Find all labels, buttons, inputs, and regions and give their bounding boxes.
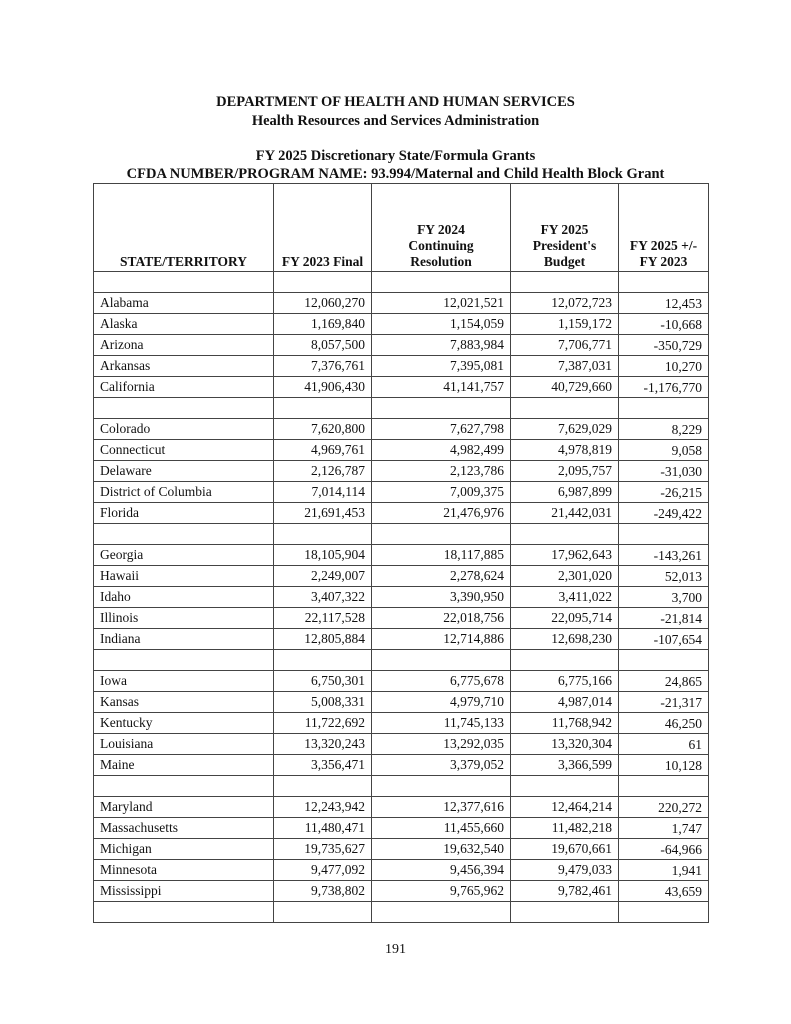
fy2024-cell: 21,476,976 (372, 503, 511, 524)
fy2025-cell: 1,159,172 (511, 314, 619, 335)
diff-cell: 52,013 (619, 566, 709, 587)
state-cell: Indiana (94, 629, 274, 650)
fy2025-cell: 3,366,599 (511, 755, 619, 776)
spacer-row (94, 272, 709, 293)
fy2025-cell: 12,464,214 (511, 797, 619, 818)
agency-heading: Health Resources and Services Administration (251, 113, 540, 129)
table-row (94, 818, 709, 839)
table-row (94, 314, 709, 335)
fy2024-cell: 2,278,624 (372, 566, 511, 587)
fy2024-cell: 12,377,616 (372, 797, 511, 818)
table-row (94, 503, 709, 524)
diff-cell: -1,176,770 (619, 377, 709, 398)
fy2025-cell: 4,978,819 (511, 440, 619, 461)
fy2023-cell: 22,117,528 (274, 608, 372, 629)
table-row (94, 293, 709, 314)
empty-cell (274, 902, 372, 923)
table-row (94, 566, 709, 587)
diff-cell: 10,128 (619, 755, 709, 776)
column-header-diff: FY 2025 +/- FY 2023 (619, 184, 709, 272)
fy2025-cell: 9,479,033 (511, 860, 619, 881)
table-row (94, 860, 709, 881)
empty-cell (619, 650, 709, 671)
fy2024-cell: 11,745,133 (372, 713, 511, 734)
department-heading: DEPARTMENT OF HEALTH AND HUMAN SERVICES (216, 94, 575, 110)
fy2023-cell: 8,057,500 (274, 335, 372, 356)
empty-cell (94, 902, 274, 923)
state-cell: Florida (94, 503, 274, 524)
state-cell: Mississippi (94, 881, 274, 902)
fy2025-cell: 4,987,014 (511, 692, 619, 713)
fy2025-cell: 40,729,660 (511, 377, 619, 398)
diff-cell: -26,215 (619, 482, 709, 503)
diff-cell: -107,654 (619, 629, 709, 650)
fy2024-cell: 12,021,521 (372, 293, 511, 314)
fy2023-cell: 9,738,802 (274, 881, 372, 902)
table-row (94, 734, 709, 755)
diff-cell: 24,865 (619, 671, 709, 692)
empty-cell (274, 524, 372, 545)
spacer-row (94, 902, 709, 923)
fy2025-cell: 11,482,218 (511, 818, 619, 839)
table-row (94, 440, 709, 461)
fy2023-cell: 6,750,301 (274, 671, 372, 692)
empty-cell (372, 272, 511, 293)
empty-cell (94, 524, 274, 545)
fy2024-cell: 3,379,052 (372, 755, 511, 776)
table-row (94, 482, 709, 503)
fy2025-cell: 11,768,942 (511, 713, 619, 734)
fy2023-cell: 12,805,884 (274, 629, 372, 650)
fy2023-cell: 41,906,430 (274, 377, 372, 398)
state-cell: Arkansas (94, 356, 274, 377)
table-row (94, 671, 709, 692)
fy2024-cell: 4,982,499 (372, 440, 511, 461)
fy2024-cell: 3,390,950 (372, 587, 511, 608)
table-row (94, 608, 709, 629)
table-row (94, 461, 709, 482)
fy2024-cell: 7,009,375 (372, 482, 511, 503)
fy2025-cell: 3,411,022 (511, 587, 619, 608)
fy2023-cell: 2,126,787 (274, 461, 372, 482)
table-row (94, 377, 709, 398)
fy2024-cell: 19,632,540 (372, 839, 511, 860)
empty-cell (94, 398, 274, 419)
empty-cell (274, 650, 372, 671)
empty-cell (511, 776, 619, 797)
table-body (94, 272, 709, 923)
fy2023-cell: 3,356,471 (274, 755, 372, 776)
fy2023-cell: 18,105,904 (274, 545, 372, 566)
fy2024-cell: 12,714,886 (372, 629, 511, 650)
state-cell: Connecticut (94, 440, 274, 461)
column-header-fy2025: FY 2025 President's Budget (511, 184, 619, 272)
fy2023-cell: 21,691,453 (274, 503, 372, 524)
fy2025-cell: 6,987,899 (511, 482, 619, 503)
fy2024-cell: 7,627,798 (372, 419, 511, 440)
state-cell: Colorado (94, 419, 274, 440)
empty-cell (274, 776, 372, 797)
table-row (94, 713, 709, 734)
state-cell: Iowa (94, 671, 274, 692)
table-header-row (94, 184, 709, 272)
empty-cell (94, 272, 274, 293)
diff-cell: 220,272 (619, 797, 709, 818)
fy2025-cell: 12,698,230 (511, 629, 619, 650)
fy2024-cell: 1,154,059 (372, 314, 511, 335)
column-header-state: STATE/TERRITORY (94, 184, 274, 272)
fy2025-cell: 22,095,714 (511, 608, 619, 629)
diff-cell: 10,270 (619, 356, 709, 377)
fy2023-cell: 12,060,270 (274, 293, 372, 314)
diff-cell: -350,729 (619, 335, 709, 356)
fy2023-cell: 5,008,331 (274, 692, 372, 713)
fy2023-cell: 9,477,092 (274, 860, 372, 881)
fy2025-cell: 19,670,661 (511, 839, 619, 860)
fy2024-cell: 7,883,984 (372, 335, 511, 356)
fy2024-cell: 9,456,394 (372, 860, 511, 881)
empty-cell (372, 902, 511, 923)
state-cell: Kentucky (94, 713, 274, 734)
spacer-row (94, 398, 709, 419)
state-cell: Delaware (94, 461, 274, 482)
empty-cell (619, 902, 709, 923)
fy2025-cell: 13,320,304 (511, 734, 619, 755)
fy2024-cell: 11,455,660 (372, 818, 511, 839)
fy2025-cell: 12,072,723 (511, 293, 619, 314)
empty-cell (511, 398, 619, 419)
fy2024-cell: 2,123,786 (372, 461, 511, 482)
fy2025-cell: 7,387,031 (511, 356, 619, 377)
diff-cell: 8,229 (619, 419, 709, 440)
fy2025-cell: 7,629,029 (511, 419, 619, 440)
state-cell: Georgia (94, 545, 274, 566)
fy2025-cell: 2,095,757 (511, 461, 619, 482)
diff-cell: -249,422 (619, 503, 709, 524)
fy2024-cell: 22,018,756 (372, 608, 511, 629)
state-cell: Michigan (94, 839, 274, 860)
fy2023-cell: 13,320,243 (274, 734, 372, 755)
fy2024-cell: 4,979,710 (372, 692, 511, 713)
diff-cell: -31,030 (619, 461, 709, 482)
fy2024-cell: 6,775,678 (372, 671, 511, 692)
column-header-fy2023: FY 2023 Final (274, 184, 372, 272)
fy2024-cell: 9,765,962 (372, 881, 511, 902)
grants-table (93, 183, 709, 923)
fy2024-cell: 7,395,081 (372, 356, 511, 377)
empty-cell (372, 524, 511, 545)
empty-cell (511, 272, 619, 293)
fy2023-cell: 4,969,761 (274, 440, 372, 461)
fy2025-cell: 17,962,643 (511, 545, 619, 566)
table-row (94, 545, 709, 566)
state-cell: Arizona (94, 335, 274, 356)
table-row (94, 587, 709, 608)
empty-cell (619, 524, 709, 545)
diff-cell: 9,058 (619, 440, 709, 461)
state-cell: Louisiana (94, 734, 274, 755)
fy2025-cell: 9,782,461 (511, 881, 619, 902)
state-cell: Hawaii (94, 566, 274, 587)
fy2025-cell: 7,706,771 (511, 335, 619, 356)
fy2025-cell: 2,301,020 (511, 566, 619, 587)
fy2023-cell: 1,169,840 (274, 314, 372, 335)
fy2023-cell: 19,735,627 (274, 839, 372, 860)
fy2023-cell: 7,014,114 (274, 482, 372, 503)
diff-cell: 61 (619, 734, 709, 755)
state-cell: District of Columbia (94, 482, 274, 503)
fy2025-cell: 6,775,166 (511, 671, 619, 692)
state-cell: Illinois (94, 608, 274, 629)
empty-cell (511, 902, 619, 923)
diff-cell: 12,453 (619, 293, 709, 314)
state-cell: Alaska (94, 314, 274, 335)
diff-cell: 1,941 (619, 860, 709, 881)
spacer-row (94, 524, 709, 545)
table-row (94, 755, 709, 776)
fy2023-cell: 2,249,007 (274, 566, 372, 587)
page-number: 191 (385, 942, 406, 957)
empty-cell (94, 776, 274, 797)
diff-cell: 1,747 (619, 818, 709, 839)
empty-cell (619, 272, 709, 293)
fy2024-cell: 18,117,885 (372, 545, 511, 566)
empty-cell (372, 776, 511, 797)
diff-cell: 3,700 (619, 587, 709, 608)
state-cell: California (94, 377, 274, 398)
empty-cell (619, 776, 709, 797)
empty-cell (511, 524, 619, 545)
state-cell: Maryland (94, 797, 274, 818)
fy2023-cell: 7,376,761 (274, 356, 372, 377)
program-name: CFDA NUMBER/PROGRAM NAME: 93.994/Maternal and Child Health Block Grant (126, 166, 665, 182)
table-row (94, 797, 709, 818)
fy2025-cell: 21,442,031 (511, 503, 619, 524)
table-row (94, 335, 709, 356)
table-row (94, 692, 709, 713)
table-row (94, 356, 709, 377)
empty-cell (511, 650, 619, 671)
fy2023-cell: 7,620,800 (274, 419, 372, 440)
fy2023-cell: 11,480,471 (274, 818, 372, 839)
diff-cell: 46,250 (619, 713, 709, 734)
state-cell: Maine (94, 755, 274, 776)
fy2023-cell: 12,243,942 (274, 797, 372, 818)
diff-cell: -143,261 (619, 545, 709, 566)
fy2023-cell: 11,722,692 (274, 713, 372, 734)
state-cell: Alabama (94, 293, 274, 314)
diff-cell: -21,814 (619, 608, 709, 629)
fy2024-cell: 41,141,757 (372, 377, 511, 398)
report-title: FY 2025 Discretionary State/Formula Grants (255, 148, 536, 164)
table-row (94, 839, 709, 860)
column-header-fy2024: FY 2024 Continuing Resolution (372, 184, 511, 272)
empty-cell (94, 650, 274, 671)
state-cell: Minnesota (94, 860, 274, 881)
diff-cell: -64,966 (619, 839, 709, 860)
empty-cell (372, 398, 511, 419)
spacer-row (94, 650, 709, 671)
table-row (94, 629, 709, 650)
diff-cell: -10,668 (619, 314, 709, 335)
diff-cell: 43,659 (619, 881, 709, 902)
fy2023-cell: 3,407,322 (274, 587, 372, 608)
table-row (94, 419, 709, 440)
state-cell: Massachusetts (94, 818, 274, 839)
empty-cell (619, 398, 709, 419)
fy2024-cell: 13,292,035 (372, 734, 511, 755)
state-cell: Kansas (94, 692, 274, 713)
spacer-row (94, 776, 709, 797)
empty-cell (274, 398, 372, 419)
state-cell: Idaho (94, 587, 274, 608)
empty-cell (372, 650, 511, 671)
empty-cell (274, 272, 372, 293)
diff-cell: -21,317 (619, 692, 709, 713)
table-row (94, 881, 709, 902)
